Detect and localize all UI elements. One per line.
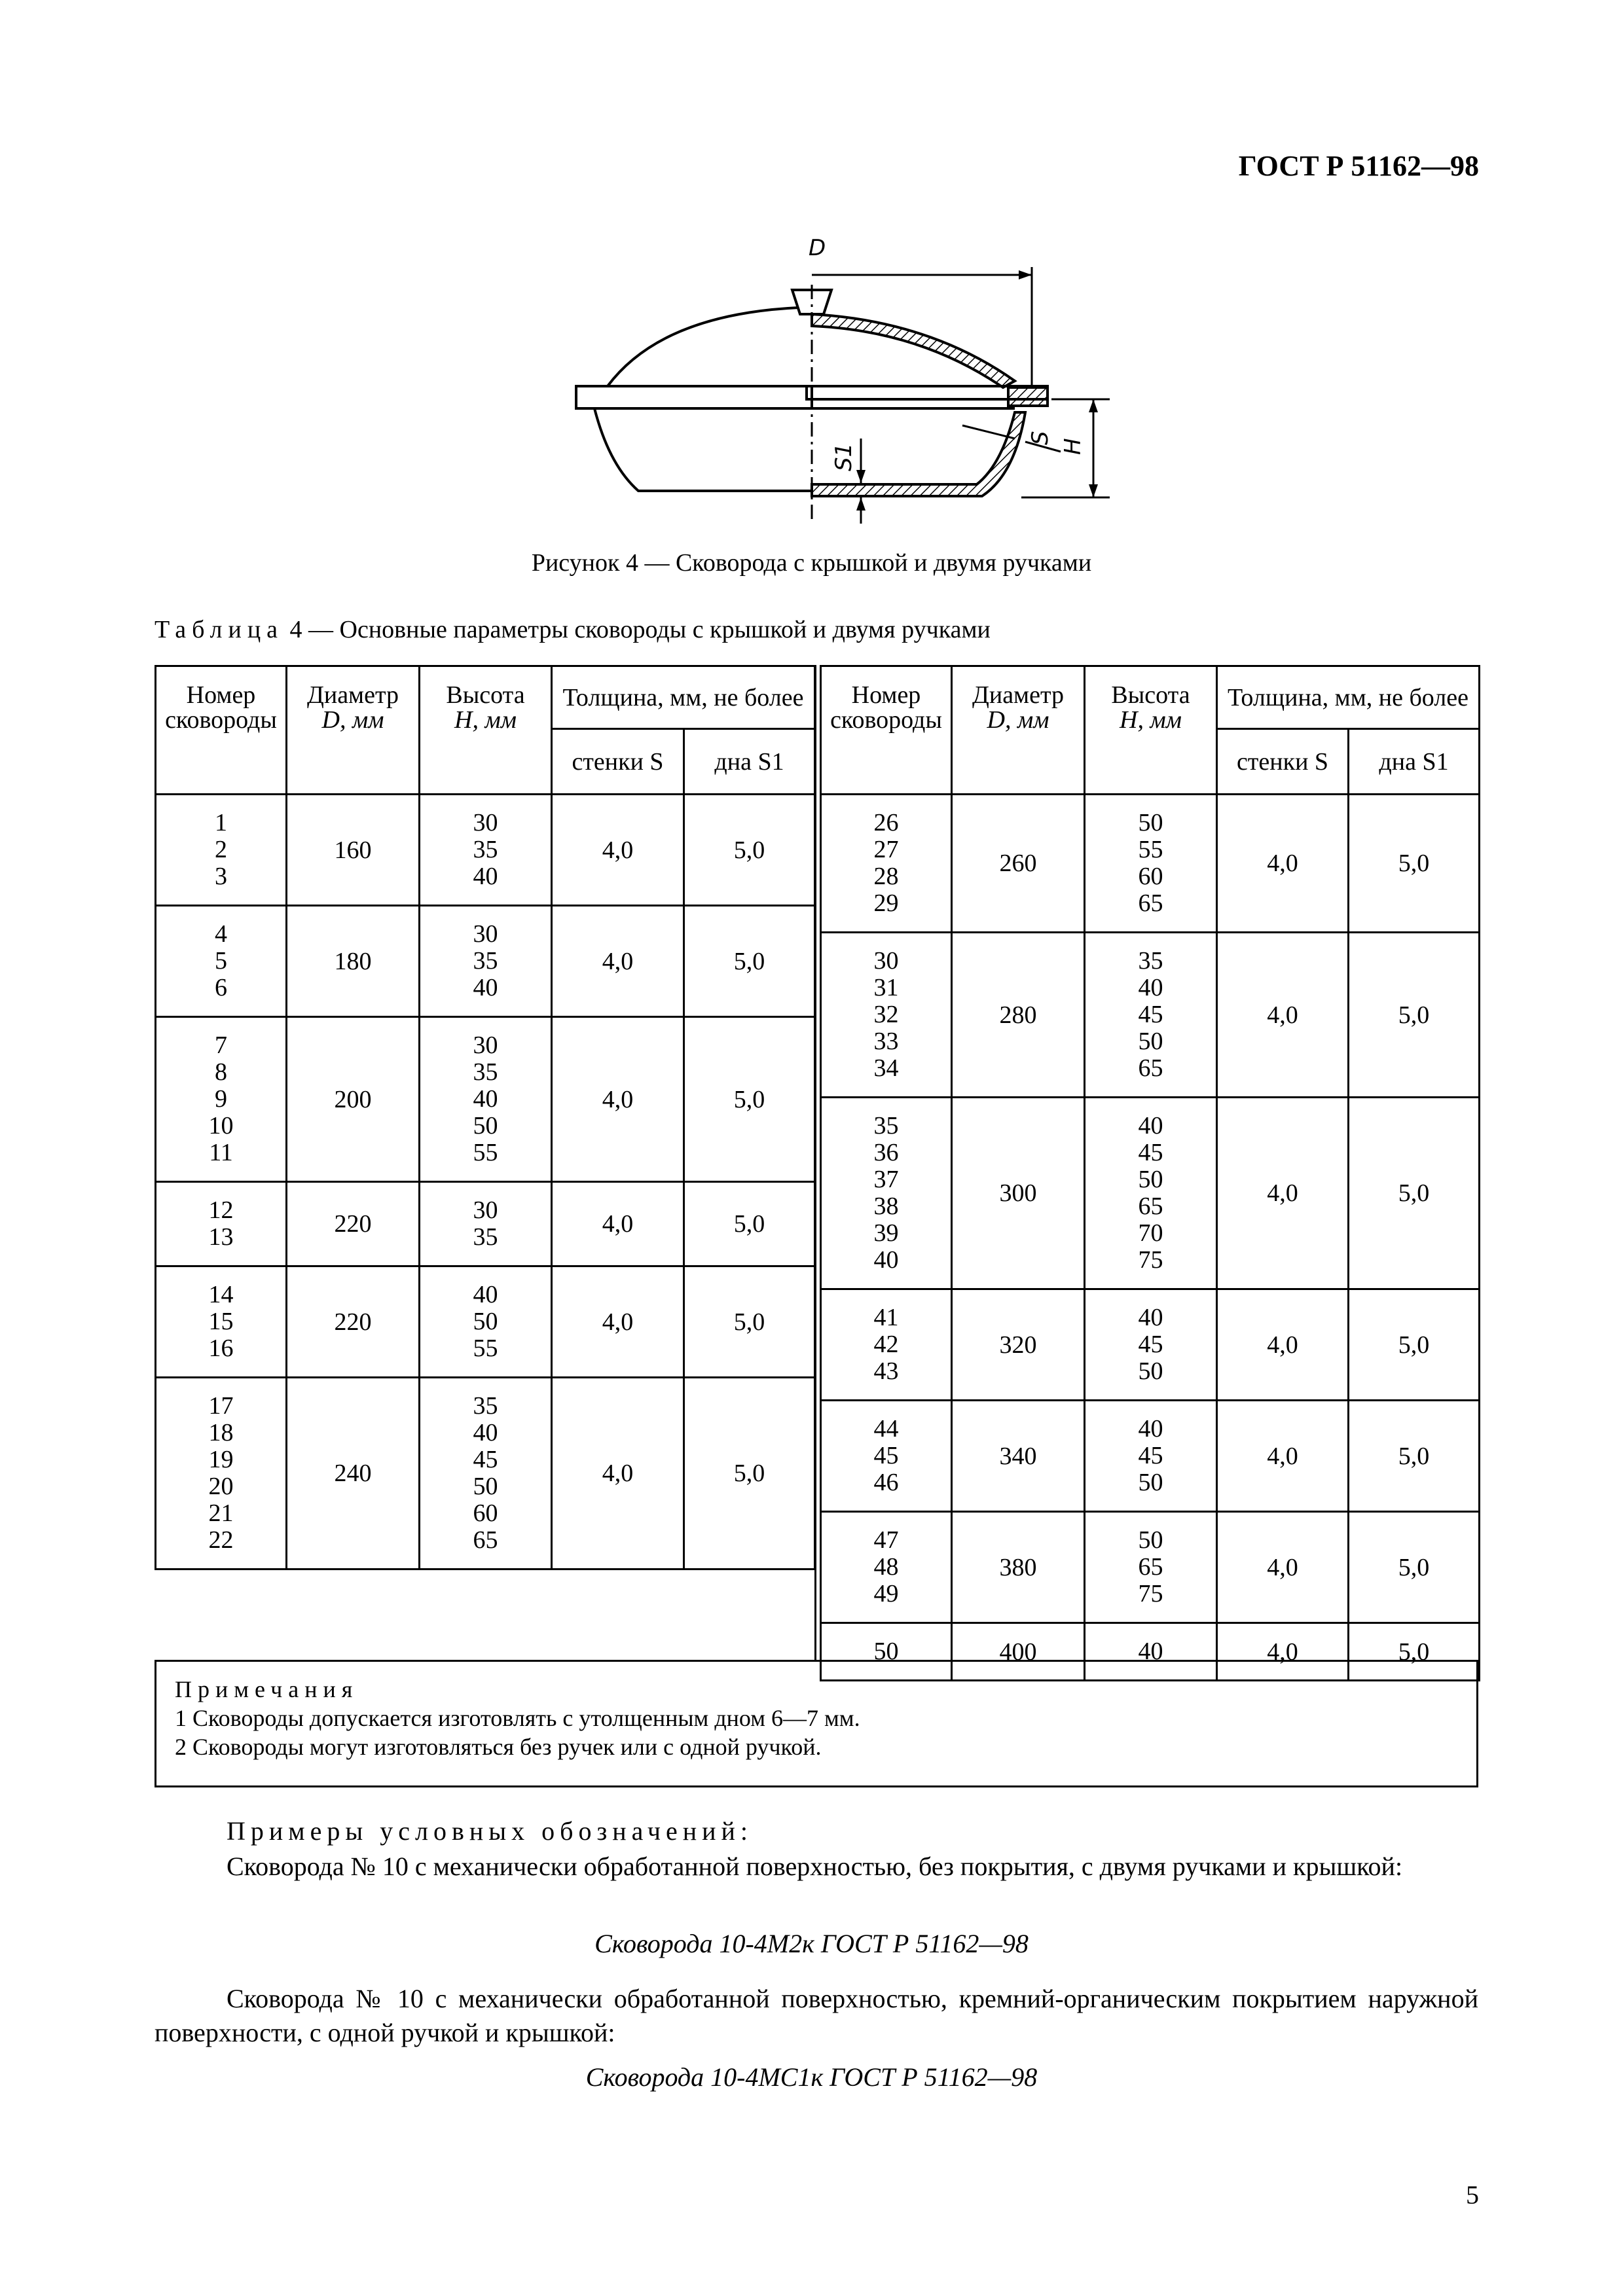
heights-value: 30 xyxy=(473,809,498,836)
numbers-cell xyxy=(821,933,952,1098)
notes-box xyxy=(155,1660,1478,1787)
numbers-value: 10 xyxy=(208,1112,234,1139)
wall-cell: 4,0 xyxy=(552,906,684,1017)
heights-value: 60 xyxy=(473,1499,498,1527)
numbers-cell xyxy=(156,1182,287,1266)
header-thickness: Толщина, мм, не более xyxy=(552,666,815,729)
heights-value: 30 xyxy=(473,1031,498,1059)
numbers-value: 44 xyxy=(873,1415,899,1443)
heights-value: 50 xyxy=(473,1308,498,1335)
heights-value: 35 xyxy=(473,947,498,975)
heights-value: 55 xyxy=(473,1139,498,1166)
heights-cell xyxy=(420,1017,552,1182)
numbers-value: 5 xyxy=(215,947,227,975)
wall-cell: 4,0 xyxy=(1217,1098,1349,1289)
numbers-value: 3 xyxy=(215,863,227,890)
numbers-cell xyxy=(821,1098,952,1289)
numbers-value: 6 xyxy=(215,974,227,1001)
heights-cell xyxy=(1085,1512,1217,1623)
diameter-cell: 280 xyxy=(952,933,1085,1098)
numbers-value: 31 xyxy=(873,974,899,1001)
note-item: 2 Сковороды могут изготовляться без ручек или с одной ручкой. xyxy=(175,1734,822,1760)
heights-value: 35 xyxy=(473,1058,498,1086)
page-number: 5 xyxy=(1466,2180,1479,2210)
header-height: Высота H, мм xyxy=(1085,666,1217,795)
heights-value: 65 xyxy=(473,1526,498,1554)
heights-cell xyxy=(420,906,552,1017)
header-number: Номер сковороды xyxy=(156,666,287,795)
numbers-value: 47 xyxy=(873,1526,899,1554)
numbers-value: 13 xyxy=(208,1223,234,1251)
heights-value: 40 xyxy=(473,1085,498,1113)
numbers-value: 20 xyxy=(208,1473,234,1500)
heights-value: 65 xyxy=(1138,1553,1163,1581)
numbers-value: 16 xyxy=(208,1335,234,1362)
numbers-value: 15 xyxy=(208,1308,234,1335)
table-row xyxy=(821,1512,1480,1623)
bottom-cell: 5,0 xyxy=(684,1017,815,1182)
heights-value: 40 xyxy=(473,863,498,890)
numbers-value: 17 xyxy=(208,1392,234,1420)
heights-value: 35 xyxy=(473,836,498,863)
numbers-value: 30 xyxy=(873,947,899,975)
heights-value: 35 xyxy=(1138,947,1163,975)
label-S1: S1 xyxy=(831,442,857,471)
heights-value: 55 xyxy=(473,1335,498,1362)
numbers-cell xyxy=(156,1378,287,1570)
numbers-value: 22 xyxy=(208,1526,234,1554)
notes-heading: Примечания xyxy=(175,1676,359,1702)
heights-value: 40 xyxy=(473,1281,498,1308)
heights-value: 60 xyxy=(1138,863,1163,890)
header-wall: стенки S xyxy=(1217,729,1349,795)
bottom-cell: 5,0 xyxy=(684,1266,815,1378)
heights-value: 50 xyxy=(1138,1028,1163,1055)
wall-cell: 4,0 xyxy=(552,1378,684,1570)
numbers-value: 8 xyxy=(215,1058,227,1086)
table-row xyxy=(821,1098,1480,1289)
wall-cell: 4,0 xyxy=(1217,933,1349,1098)
numbers-value: 39 xyxy=(873,1219,899,1247)
heights-value: 50 xyxy=(1138,809,1163,836)
numbers-value: 14 xyxy=(208,1281,234,1308)
diameter-cell: 340 xyxy=(952,1401,1085,1512)
heights-value: 30 xyxy=(473,1196,498,1224)
numbers-value: 49 xyxy=(873,1580,899,1607)
numbers-value: 46 xyxy=(873,1469,899,1496)
numbers-value: 19 xyxy=(208,1446,234,1473)
heights-value: 65 xyxy=(1138,1054,1163,1082)
heights-value: 45 xyxy=(1138,1139,1163,1166)
bottom-cell: 5,0 xyxy=(1349,1512,1480,1623)
heights-value: 40 xyxy=(1138,1112,1163,1139)
wall-cell: 4,0 xyxy=(552,795,684,906)
header-height: Высота H, мм xyxy=(420,666,552,795)
header-thickness: Толщина, мм, не более xyxy=(1217,666,1480,729)
numbers-value: 37 xyxy=(873,1166,899,1193)
label-H: H xyxy=(1060,438,1086,455)
diameter-cell: 220 xyxy=(287,1266,420,1378)
numbers-cell xyxy=(821,1289,952,1401)
diameter-cell: 200 xyxy=(287,1017,420,1182)
heights-value: 40 xyxy=(1138,1304,1163,1331)
numbers-value: 18 xyxy=(208,1419,234,1446)
heights-value: 70 xyxy=(1138,1219,1163,1247)
diameter-cell: 400 xyxy=(952,1623,1085,1681)
numbers-value: 38 xyxy=(873,1193,899,1220)
numbers-cell xyxy=(821,1512,952,1623)
wall-cell: 4,0 xyxy=(552,1182,684,1266)
table-row xyxy=(156,1182,815,1266)
numbers-cell xyxy=(821,1401,952,1512)
example-1-designation: Сковорода 10-4М2к ГОСТ Р 51162—98 xyxy=(594,1929,1029,1958)
table-row xyxy=(156,1378,815,1570)
numbers-value: 42 xyxy=(873,1331,899,1358)
numbers-cell xyxy=(156,1266,287,1378)
numbers-cell xyxy=(156,795,287,906)
heights-value: 45 xyxy=(473,1446,498,1473)
heights-value: 75 xyxy=(1138,1246,1163,1274)
table-row xyxy=(156,1266,815,1378)
heights-value: 45 xyxy=(1138,1001,1163,1028)
bottom-cell: 5,0 xyxy=(1349,1401,1480,1512)
numbers-value: 45 xyxy=(873,1442,899,1469)
numbers-value: 36 xyxy=(873,1139,899,1166)
table-row xyxy=(156,795,815,906)
wall-cell: 4,0 xyxy=(1217,1289,1349,1401)
heights-value: 50 xyxy=(473,1112,498,1139)
numbers-cell xyxy=(821,795,952,933)
wall-cell: 4,0 xyxy=(1217,1623,1349,1681)
numbers-value: 9 xyxy=(215,1085,227,1113)
example-1-text: Сковорода № 10 с механически обработанной поверхностью, без покрытия, с двумя ручками и крышкой: xyxy=(227,1852,1403,1881)
heights-value: 40 xyxy=(473,1419,498,1446)
label-S: S xyxy=(1027,431,1053,445)
bottom-cell: 5,0 xyxy=(684,795,815,906)
bottom-cell: 5,0 xyxy=(684,906,815,1017)
heights-cell xyxy=(420,1182,552,1266)
bottom-cell: 5,0 xyxy=(684,1182,815,1266)
heights-value: 65 xyxy=(1138,1193,1163,1220)
diameter-cell: 160 xyxy=(287,795,420,906)
table-split-line xyxy=(814,665,816,1660)
wall-cell: 4,0 xyxy=(1217,1512,1349,1623)
standard-code: ГОСТ Р 51162—98 xyxy=(1238,150,1479,182)
heights-value: 50 xyxy=(1138,1166,1163,1193)
left-handle xyxy=(576,386,812,408)
table-row xyxy=(821,1401,1480,1512)
heights-value: 45 xyxy=(1138,1331,1163,1358)
examples-heading: Примеры условных обозначений: xyxy=(227,1816,754,1846)
heights-value: 55 xyxy=(1138,836,1163,863)
table-row xyxy=(821,795,1480,933)
diameter-cell: 180 xyxy=(287,906,420,1017)
numbers-value: 26 xyxy=(873,809,899,836)
table-row xyxy=(156,1017,815,1182)
diameter-cell: 220 xyxy=(287,1182,420,1266)
heights-value: 35 xyxy=(473,1392,498,1420)
numbers-value: 43 xyxy=(873,1357,899,1385)
right-handle xyxy=(1008,387,1048,406)
numbers-value: 33 xyxy=(873,1028,899,1055)
numbers-value: 11 xyxy=(209,1139,233,1166)
numbers-value: 7 xyxy=(215,1031,227,1059)
heights-value: 40 xyxy=(1138,1638,1163,1665)
table-title-text: 4 — Основные параметры сковороды с крышкой и двумя ручками xyxy=(283,616,991,643)
header-diameter: Диаметр D, мм xyxy=(952,666,1085,795)
heights-value: 50 xyxy=(473,1473,498,1500)
note-item: 1 Сковороды допускается изготовлять с утолщенным дном 6—7 мм. xyxy=(175,1705,860,1731)
header-diameter: Диаметр D, мм xyxy=(287,666,420,795)
numbers-cell xyxy=(156,1017,287,1182)
table-title-word: Таблица xyxy=(155,616,284,643)
heights-cell xyxy=(1085,795,1217,933)
table-title xyxy=(155,615,991,644)
numbers-value: 32 xyxy=(873,1001,899,1028)
diameter-cell: 300 xyxy=(952,1098,1085,1289)
numbers-value: 27 xyxy=(873,836,899,863)
heights-value: 35 xyxy=(473,1223,498,1251)
bottom-cell: 5,0 xyxy=(1349,1098,1480,1289)
heights-value: 40 xyxy=(1138,1415,1163,1443)
header-bottom: дна S1 xyxy=(1349,729,1480,795)
numbers-value: 12 xyxy=(208,1196,234,1224)
numbers-value: 28 xyxy=(873,863,899,890)
bottom-cell: 5,0 xyxy=(684,1378,815,1570)
heights-value: 50 xyxy=(1138,1469,1163,1496)
numbers-value: 50 xyxy=(873,1638,899,1665)
numbers-value: 4 xyxy=(215,920,227,948)
numbers-value: 1 xyxy=(215,809,227,836)
heights-value: 50 xyxy=(1138,1357,1163,1385)
label-D: D xyxy=(809,235,826,261)
heights-cell xyxy=(420,1266,552,1378)
example-2-text: Сковорода № 10 с механически обработанной поверхностью, кремний-органическим покрытием наружной поверхности, с одной ручкой и крышкой: xyxy=(155,1984,1478,2047)
bottom-cell: 5,0 xyxy=(1349,1623,1480,1681)
wall-cell: 4,0 xyxy=(1217,795,1349,933)
table-row xyxy=(156,906,815,1017)
figure-pan-drawing xyxy=(563,223,1086,530)
heights-value: 50 xyxy=(1138,1526,1163,1554)
heights-cell xyxy=(1085,1401,1217,1512)
bottom-cell: 5,0 xyxy=(1349,795,1480,933)
diameter-cell: 320 xyxy=(952,1289,1085,1401)
heights-cell xyxy=(1085,1098,1217,1289)
numbers-value: 34 xyxy=(873,1054,899,1082)
heights-value: 75 xyxy=(1138,1580,1163,1607)
heights-cell xyxy=(420,795,552,906)
numbers-cell xyxy=(156,906,287,1017)
heights-value: 40 xyxy=(1138,974,1163,1001)
numbers-value: 2 xyxy=(215,836,227,863)
diameter-cell: 260 xyxy=(952,795,1085,933)
pan-diagram xyxy=(563,223,1086,530)
heights-cell xyxy=(1085,933,1217,1098)
numbers-value: 48 xyxy=(873,1553,899,1581)
diameter-cell: 380 xyxy=(952,1512,1085,1623)
table-row xyxy=(821,1289,1480,1401)
header-number: Номер сковороды xyxy=(821,666,952,795)
numbers-value: 41 xyxy=(873,1304,899,1331)
heights-value: 65 xyxy=(1138,889,1163,917)
table-row xyxy=(821,933,1480,1098)
bottom-cell: 5,0 xyxy=(1349,933,1480,1098)
numbers-value: 21 xyxy=(208,1499,234,1527)
heights-cell xyxy=(420,1378,552,1570)
numbers-value: 40 xyxy=(873,1246,899,1274)
heights-cell xyxy=(1085,1289,1217,1401)
table-right xyxy=(820,665,1480,1681)
header-wall: стенки S xyxy=(552,729,684,795)
heights-value: 30 xyxy=(473,920,498,948)
wall-cell: 4,0 xyxy=(552,1017,684,1182)
table-left xyxy=(155,665,816,1570)
header-bottom: дна S1 xyxy=(684,729,815,795)
bottom-cell: 5,0 xyxy=(1349,1289,1480,1401)
figure-caption: Рисунок 4 — Сковорода с крышкой и двумя ручками xyxy=(531,549,1092,577)
wall-cell: 4,0 xyxy=(552,1266,684,1378)
heights-value: 40 xyxy=(473,974,498,1001)
numbers-value: 29 xyxy=(873,889,899,917)
heights-value: 45 xyxy=(1138,1442,1163,1469)
numbers-value: 35 xyxy=(873,1112,899,1139)
example-2-designation: Сковорода 10-4МС1к ГОСТ Р 51162—98 xyxy=(585,2062,1038,2092)
diameter-cell: 240 xyxy=(287,1378,420,1570)
wall-cell: 4,0 xyxy=(1217,1401,1349,1512)
